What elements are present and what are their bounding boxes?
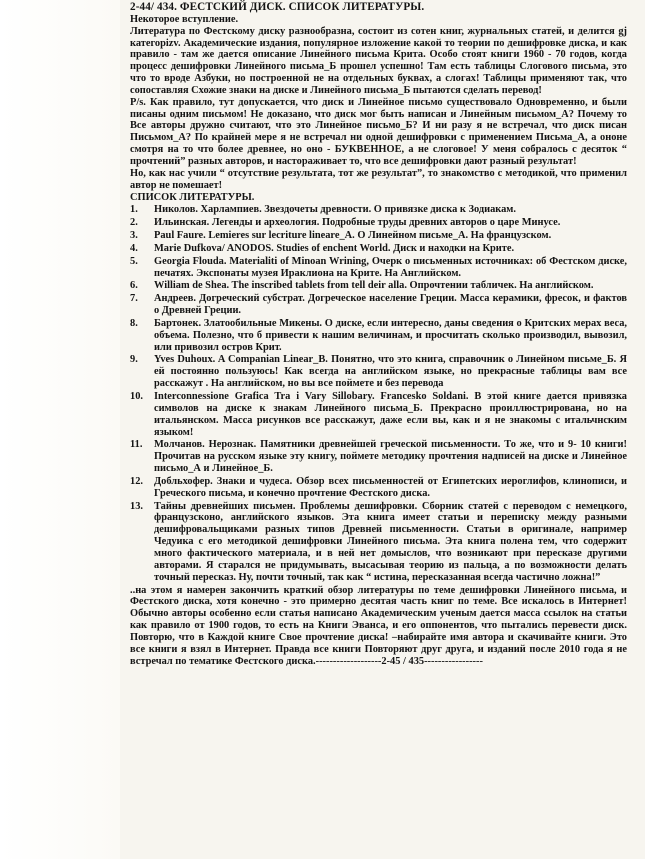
reference-number: 10. (130, 391, 143, 402)
reference-number: 5. (130, 255, 138, 267)
references-list (130, 204, 627, 583)
reference-number: 11. (130, 439, 143, 451)
reference-item (130, 243, 627, 255)
references-heading: СПИСОК ЛИТЕРАТУРЫ. (130, 191, 255, 203)
reference-number: 6. (130, 280, 138, 292)
reference-text: Yves Duhoux. A Companian Linear_B. Понятно, что это книга, справочник о Линейном письме_Б. Я ей постоянно пользуюсь! Как всегда на английском языке, но прекрасные таблицы вам все расскажут . На английском, но вы все поймете и без перевода (154, 354, 627, 390)
reference-text: Ильинская. Легенды и археология. Подробные труды древних авторов о царе Минусе. (154, 217, 561, 229)
reference-number: 9. (130, 354, 138, 366)
intro-paragraph: Но, как нас учили “ отсутствие результата, тот же результат”, то знакомство с методикой, что применил автор не помешает! (130, 167, 627, 191)
reference-item (130, 293, 627, 317)
reference-number: 3. (130, 230, 138, 242)
reference-text: Georgia Flouda. Materialiti of Minoan Wrining, Очерк о письменных источниках: об Фестском диске, печатях. Экспонаты музея Ираклиона на Крите. На Английском. (154, 255, 627, 279)
reference-number: 4. (130, 242, 138, 254)
reference-item (130, 256, 627, 280)
reference-number: 1. (130, 204, 138, 216)
closing-text: ..на этом я намерен закончить краткий обзор литературы по теме дешифровки Линейного письма, и Фестского диска, хотя конечно - это примерно десятая часть книг по теме. Все искалось в Интернет! Обычно авторы особенно если статья написано Академическим ученым дается масса ссылок на статьи как правило от 1900 годов, то есть на Книги Эванса, и его оппонентов, что пытались перевести диск. Повторю, что в Каждой книге Свое прочтение диска! –набирайте имя автора и скачивайте книги. Это все книги я взял в Интернет. Правда все книги Повторяют друг друга, и изданий после 2010 года я не встречал по тематике Фестского диска.-------------------2-45 / 435----------------- (130, 584, 627, 667)
reference-item (130, 501, 627, 584)
reference-item (130, 230, 627, 242)
reference-item (130, 476, 627, 500)
reference-item (130, 217, 627, 229)
reference-text: Paul Faure. Lemieres sur lecriture lineare_A. О Линейном письме_А. На французском. (154, 230, 552, 242)
reference-number: 7. (130, 293, 138, 305)
reference-item (130, 204, 627, 216)
reference-number: 8. (130, 317, 138, 329)
reference-text: Interconnessione Grafica Tra i Vary Sillobary. Francesko Soldani. В этой книге дается привязка символов на диске к знакам Линейного письма_Б. Прекрасно проиллюстрирована, но на итальянском. Масса рисунков все расскажут, даже если вы, как и я не знакомы с итальчнским языком! (154, 391, 627, 438)
reference-number: 12. (130, 475, 143, 487)
reference-item (130, 280, 627, 292)
reference-text: Бартонек. Златообильные Микены. О диске, если интересно, даны сведения о Критских мерах веса, объема. Полезно, что б привести к нашим величинам, и просчитать сколько производил, вывозил, или привозил остров Крит. (154, 317, 627, 353)
reference-text: Добльхофер. Знаки и чудеса. Обзор всех письменностей от Египетских иероглифов, клинописи, и Греческого письма, и конечно прочтение Фестского диска. (154, 475, 627, 499)
reference-text: Тайны древнейших письмен. Проблемы дешифровки. Сборник статей с переводом с немецкого, французсконо, английского языков. Эта книга имеет статьи и переписку между разными дешифровальщиками разных типов Древней письменности. Статьи в оригинале, например Чедуика с его методикой дешифровки Линейного письма. Эта книга полена тем, что содержит много фактического материала, и в ней нет домыслов, что возникают при пересказе другими авторами. Я старался не придумывать, высасывая теорию из пальца, а по возможности делать точный пересказ. Ну, почти точный, так как “ истина, пересказанная всегда частично ложна!” (154, 500, 627, 583)
page-margin (0, 0, 120, 859)
reference-item (130, 354, 627, 390)
header (130, 2, 627, 14)
intro-paragraph: P/s. Как правило, тут допускается, что диск и Линейное письмо существовало Одновременно, и были писаны одним письмом! Не доказано, что диск мог быть написан и Линейным письмом_А? Почему то Все авторы дружно считают, что это Линейное письмо_Б? И ни разу я не встречал, что диск писан Письмом_А? По крайней мере я не встречал ни одной дешифровки с применением Письма_А, а ононе смотря на то что более древнее, но оно - БУКВЕННОЕ, а не слоговое! У меня собралось с десяток “ прочтений” разных авторов, и настораживает то, что все дешифровки дают разный результат! (130, 96, 627, 167)
reference-number: 13. (130, 500, 143, 512)
reference-text: Молчанов. Нерознак. Памятники древнейшей греческой письменности. То же, что и 9- 10 книги! Прочитав на русском языке эту книгу, поймете методику прочтения надписей на диске и Линейное письмо_А и Линейное_Б. (154, 439, 627, 475)
reference-item (130, 439, 627, 475)
reference-text: Marie Dufkova/ ANODOS. Studies of enchent World. Диск и находки на Крите. (154, 242, 515, 254)
reference-item (130, 318, 627, 354)
reference-number: 2. (130, 217, 138, 229)
reference-text: Николов. Харлампиев. Звездочеты древности. О привязке диска к Зодиакам. (154, 204, 516, 216)
reference-text: William de Shea. The inscribed tablets from tell deir alla. Опрочтении табличек. На английском. (154, 280, 594, 292)
reference-text: Андреев. Догреческий субстрат. Догреческое население Греции. Масса керамики, фресок, и фактов о Древней Греции. (154, 293, 627, 317)
intro-text (130, 26, 627, 192)
intro-subtitle: Некоторое вступление. (130, 13, 239, 25)
reference-item (130, 391, 627, 438)
intro-paragraph: Литература по Фестскому диску разнообразна, состоит из сотен книг, журнальных статей, и делится gj категорizv. Академические издания, популярное изложение какой то теории по дешифровке диска, и как правило - там же дается описание Линейного письма Крита. Особо стоят книги 1960 - 70 годов, когда процесс дешифровки Линейного письма_Б прошел успешно! Там есть таблицы Слогового письма, это что то вроде Азбуки, но построенной не на отдельных буквах, а слогах! Таблицы применяют так, что сопоставляя Схожие знаки на диске и Линейного письма_Б пытаются сделать перевод! (130, 25, 627, 96)
page-title: 2-44/ 434. ФЕСТСКИЙ ДИСК. СПИСОК ЛИТЕРАТУРЫ. (130, 1, 425, 13)
